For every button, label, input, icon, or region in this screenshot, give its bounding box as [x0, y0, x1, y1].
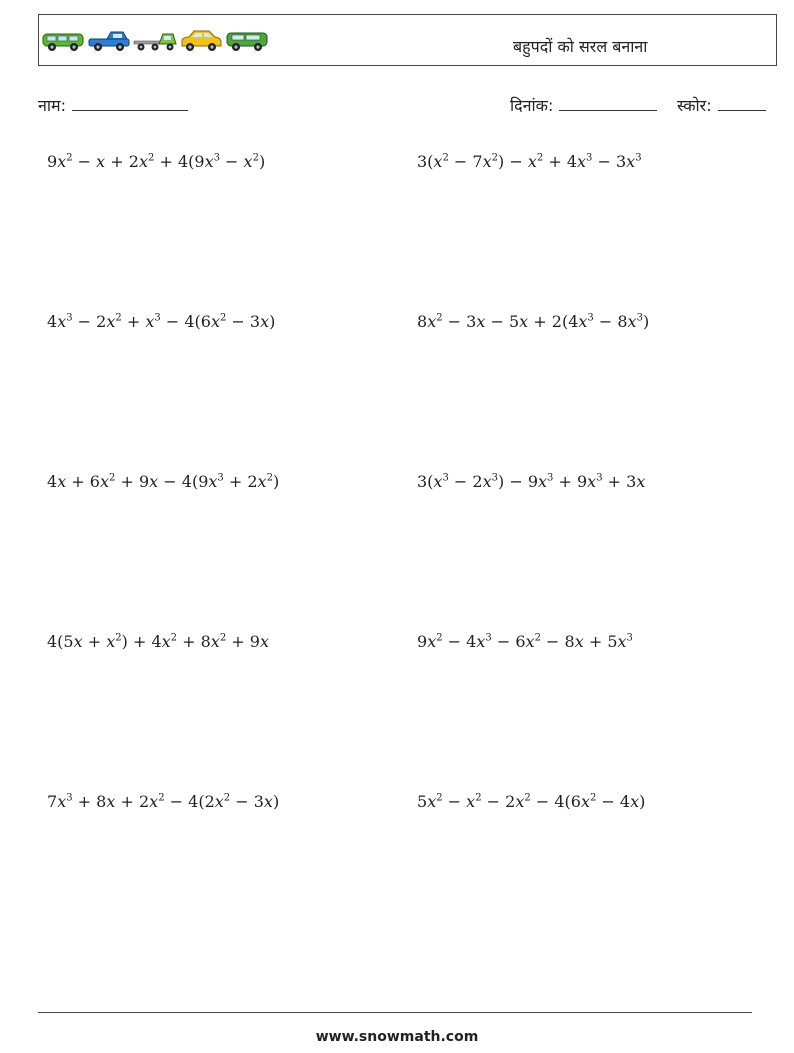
blue-pickup-icon: [87, 28, 131, 54]
footer-url[interactable]: www.snowmath.com: [315, 1029, 479, 1045]
yellow-car-icon: [179, 28, 223, 54]
tow-truck-icon: [133, 28, 177, 54]
problem-3: $4x^3 - 2x^2 + x^3 - 4(6x^2 - 3x)$: [47, 312, 276, 331]
name-blank-line[interactable]: [72, 109, 188, 111]
score-field: [677, 94, 766, 116]
score-blank-line[interactable]: [718, 109, 766, 111]
header-box: [38, 14, 777, 66]
car-icons-row: [41, 28, 269, 54]
green-van-icon: [225, 28, 269, 54]
problem-5: $4x + 6x^2 + 9x - 4(9x^3 + 2x^2)$: [47, 472, 280, 491]
problem-7: $4(5x + x^2) + 4x^2 + 8x^2 + 9x$: [47, 632, 269, 651]
problem-10: $5x^2 - x^2 - 2x^2 - 4(6x^2 - 4x)$: [417, 792, 646, 811]
problem-4: $8x^2 - 3x - 5x + 2(4x^3 - 8x^3)$: [417, 312, 650, 331]
date-blank-line[interactable]: [559, 109, 657, 111]
name-label: नाम:: [38, 96, 66, 115]
problem-2: $3(x^2 - 7x^2) - x^2 + 4x^3 - 3x^3$: [417, 152, 642, 171]
problem-9: $7x^3 + 8x + 2x^2 - 4(2x^2 - 3x)$: [47, 792, 280, 811]
green-van-icon: [41, 28, 85, 54]
date-label: दिनांक:: [510, 96, 554, 115]
score-label: स्कोर:: [677, 96, 712, 115]
problem-1: $9x^2 - x + 2x^2 + 4(9x^3 - x^2)$: [47, 152, 266, 171]
footer-divider: [38, 1012, 752, 1013]
name-field: [38, 94, 188, 116]
problem-8: $9x^2 - 4x^3 - 6x^2 - 8x + 5x^3$: [417, 632, 633, 651]
problem-6: $3(x^3 - 2x^3) - 9x^3 + 9x^3 + 3x$: [417, 472, 646, 491]
worksheet-title: बहुपदों को सरल बनाना: [513, 37, 648, 56]
date-field: [510, 94, 657, 116]
